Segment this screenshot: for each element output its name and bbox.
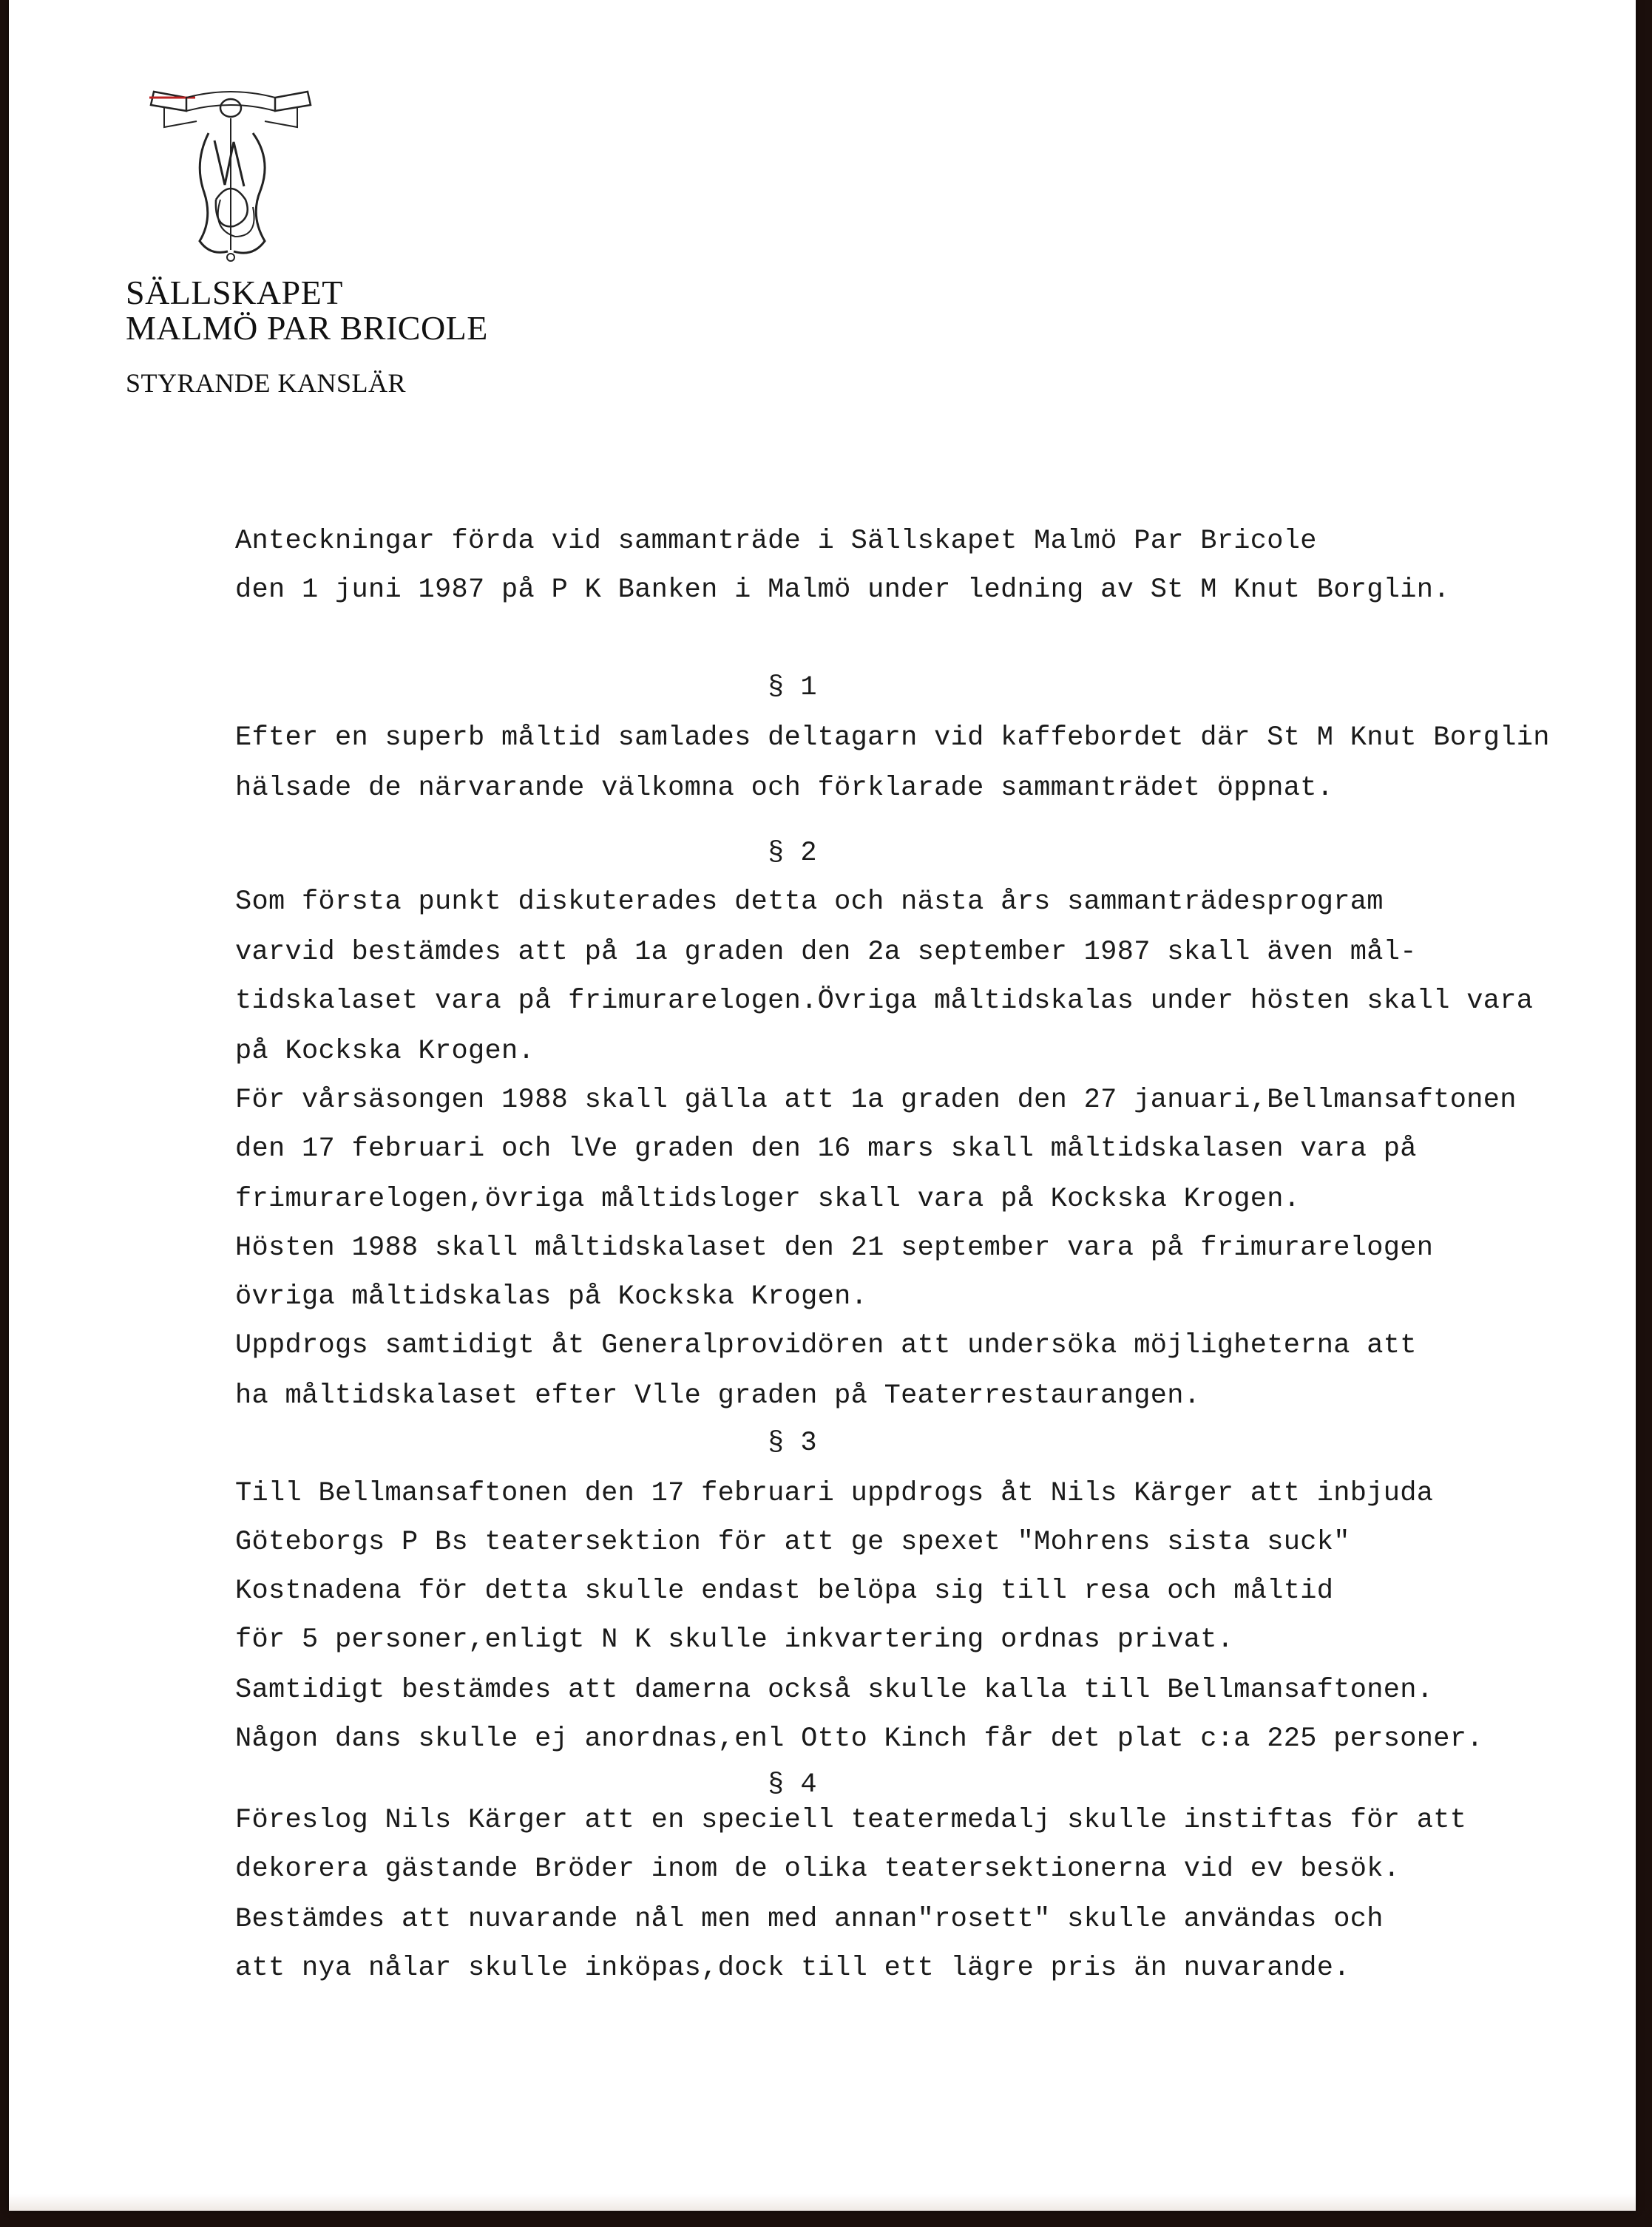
text-line: Hösten 1988 skall måltidskalaset den 21 september vara på frimurarelogen — [235, 1233, 1434, 1264]
letterhead — [126, 275, 488, 398]
text-line: frimurarelogen,övriga måltidsloger skall vara på Kockska Krogen. — [235, 1184, 1301, 1215]
text-line: Någon dans skulle ej anordnas,enl Otto Kinch får det plat c:a 225 personer. — [235, 1723, 1483, 1755]
text-line: För vårsäsongen 1988 skall gälla att 1a graden den 27 januari,Bellmansaftonen — [235, 1085, 1517, 1116]
crest-monogram-icon — [142, 89, 319, 266]
section-heading: § 4 — [768, 1769, 817, 1800]
section-heading: § 3 — [768, 1428, 817, 1459]
intro-line: Anteckningar förda vid sammanträde i Sällskapet Malmö Par Bricole — [235, 526, 1317, 557]
text-line: Kostnadena för detta skulle endast belöpa sig till resa och måltid — [235, 1576, 1334, 1607]
section-heading: § 1 — [768, 672, 817, 703]
text-line: tidskalaset vara på frimurarelogen.Övriga måltidskalas under hösten skall vara — [235, 986, 1534, 1017]
text-line: ha måltidskalaset efter Vlle graden på Teaterrestaurangen. — [235, 1380, 1201, 1411]
intro-line: den 1 juni 1987 på P K Banken i Malmö under ledning av St M Knut Borglin. — [235, 574, 1450, 606]
text-line: Bestämdes att nuvarande nål men med annan"rosett" skulle användas och — [235, 1904, 1384, 1935]
text-line: Till Bellmansaftonen den 17 februari uppdrogs åt Nils Kärger att inbjuda — [235, 1478, 1434, 1509]
text-line: Göteborgs P Bs teatersektion för att ge spexet "Mohrens sista suck" — [235, 1527, 1350, 1558]
text-line: att nya nålar skulle inköpas,dock till ett lägre pris än nuvarande. — [235, 1953, 1350, 1984]
text-line: Efter en superb måltid samlades deltagarn vid kaffebordet där St M Knut Borglin — [235, 722, 1550, 753]
text-line: den 17 februari och lVe graden den 16 mars skall måltidskalasen vara på — [235, 1133, 1417, 1165]
document-page — [9, 0, 1636, 2211]
text-line: för 5 personer,enligt N K skulle inkvartering ordnas privat. — [235, 1624, 1234, 1655]
text-line: dekorera gästande Bröder inom de olika teatersektionerna vid ev besök. — [235, 1854, 1401, 1885]
org-name-line2: MALMÖ PAR BRICOLE — [126, 309, 488, 347]
text-line: Föreslog Nils Kärger att en speciell teatermedalj skulle instiftas för att — [235, 1805, 1467, 1836]
text-line: Samtidigt bestämdes att damerna också skulle kalla till Bellmansaftonen. — [235, 1675, 1434, 1706]
text-line: på Kockska Krogen. — [235, 1036, 535, 1067]
letterhead-subtitle: STYRANDE KANSLÄR — [126, 368, 407, 398]
text-line: varvid bestämdes att på 1a graden den 2a september 1987 skall även mål- — [235, 937, 1417, 968]
text-line: Som första punkt diskuterades detta och nästa års sammanträdesprogram — [235, 887, 1384, 918]
section-heading: § 2 — [768, 838, 817, 869]
org-name-line1: SÄLLSKAPET — [126, 274, 343, 311]
text-line: övriga måltidskalas på Kockska Krogen. — [235, 1281, 868, 1312]
text-line: hälsade de närvarande välkomna och förklarade sammanträdet öppnat. — [235, 773, 1334, 804]
text-line: Uppdrogs samtidigt åt Generalprovidören att undersöka möjligheterna att — [235, 1330, 1417, 1361]
